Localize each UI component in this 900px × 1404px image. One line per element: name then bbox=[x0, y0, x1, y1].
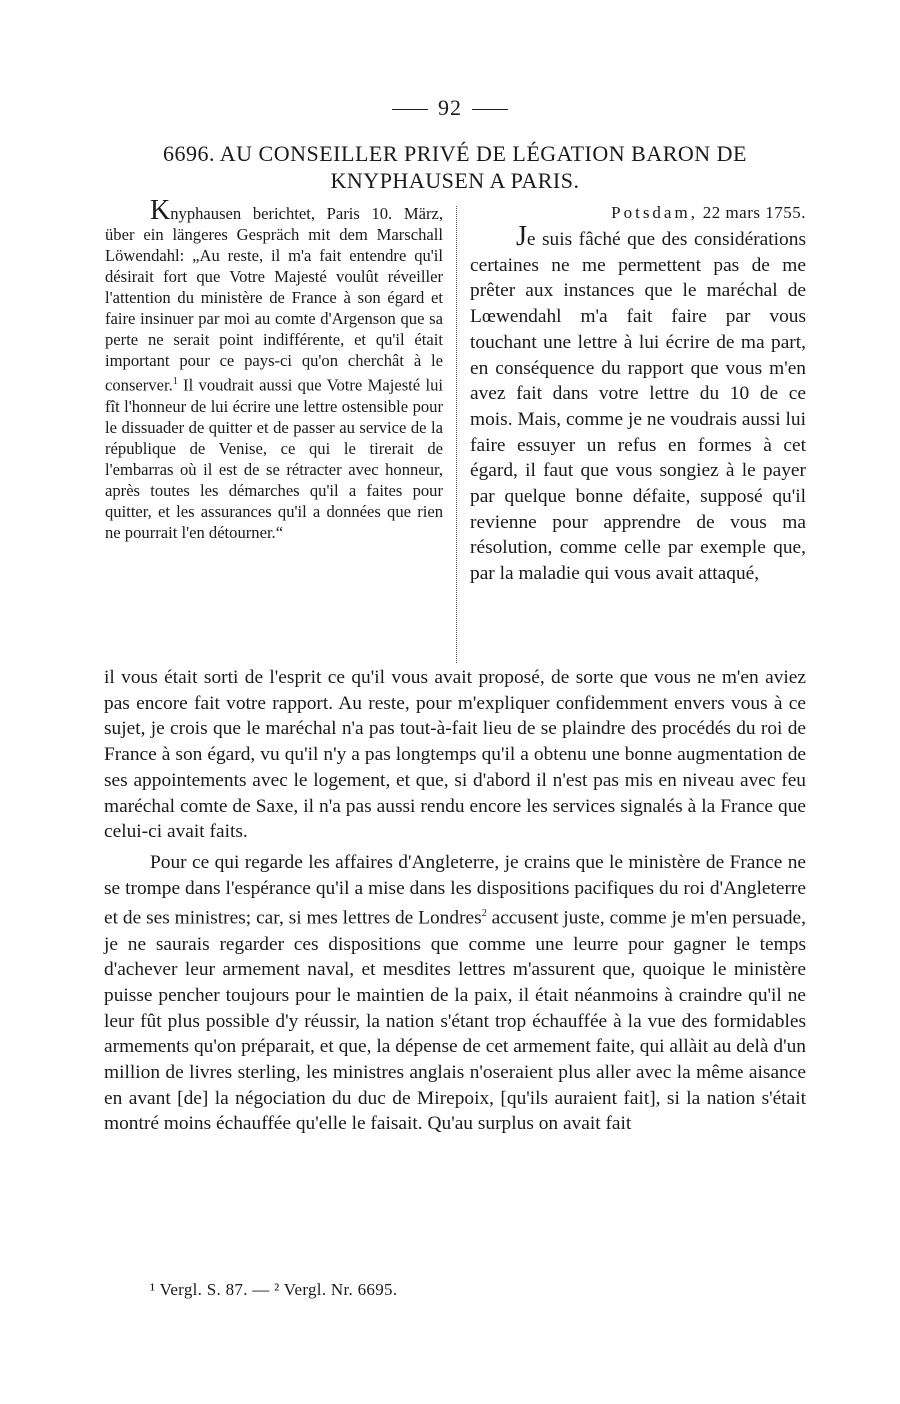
summary-initial: K bbox=[150, 195, 171, 226]
left-dash bbox=[392, 109, 428, 110]
letter-initial: J bbox=[516, 221, 527, 252]
place-date bbox=[470, 203, 806, 223]
place: Potsdam, bbox=[611, 203, 698, 222]
report-summary bbox=[105, 195, 443, 543]
summary-text: nyphausen berichtet, Paris 10. März, über ein längeres Gespräch mit dem Marschall Löwendahl: „Au reste, il m'a fait entendre qu'il désirait fort que Votre Majesté voulût réveiller l'attention du ministère de France à son égard et faire insinuer par moi au comte d'Argenson que sa perte ne serait point indifférente, et qu'il était important pour ce pays-ci qu'on cherchât à le conserver. bbox=[105, 204, 443, 395]
column-divider bbox=[456, 206, 457, 663]
document-title bbox=[100, 140, 810, 194]
title-line-2: KNYPHAUSEN A PARIS. bbox=[330, 168, 580, 193]
summary-text-after: Il voudrait aussi que Votre Majesté lui fît l'honneur de lui écrire une lettre ostensible pour le dissuader de quitter et de passer au service de la république de Venise, ce qui le tirerait de l'embarras où il est de se rétracter avec honneur, après toutes les démarches qu'il a faites pour quitter, et les assurances qu'il a données que rien ne pourrait l'en détourner.“ bbox=[105, 375, 443, 542]
page-number-value: 92 bbox=[438, 95, 462, 120]
footnotes: ¹ Vergl. S. 87. — ² Vergl. Nr. 6695. bbox=[150, 1280, 398, 1299]
letter-column-text bbox=[470, 221, 806, 587]
letter-body bbox=[104, 665, 806, 1137]
letter-paragraph-1: il vous était sorti de l'esprit ce qu'il vous avait proposé, de sorte que vous ne m'en aviez pas encore fait votre rapport. Au reste, pour m'expliquer confidemment envers vous à ce sujet, je crois que le maréchal n'a pas tout-à-fait lieu de se plaindre des procédés du roi de France à son égard, vu qu'il n'y a pas longtemps qu'il a obtenu une bonne augmentation de ses appointements avec le logement, et que, si d'abord il n'est pas mis en niveau avec feu maréchal comte de Saxe, il n'a pas aussi rendu encore les services signalés à la France que celui-ci avait faits. bbox=[104, 667, 806, 843]
paragraph-2-before: Pour ce qui regarde les affaires d'Angleterre, je crains que le ministère de France ne se trompe dans l'espérance qu'il a mise dans les dispositions pacifiques du roi d'Angleterre et de ses ministres; car, si mes lettres de Londres bbox=[104, 851, 806, 929]
footnote-ref-1: 1 bbox=[172, 376, 178, 387]
paragraph-2-after: accusent juste, comme je m'en persuade, je ne saurais regarder ces dispositions que comme une leurre pour gagner le temps d'achever leur armement naval, et mesdites lettres m'assurent que, quoique le ministère puisse pencher toujours pour le maintien de la paix, il était néanmoins à craindre qu'il ne leur fût plus possible d'y réussir, la nation s'étant trop échauffée à la vue des formidables armements qu'on préparait, et que, la dépense de cet armement faite, qui allàit au delà d'un million de livres sterling, les ministres anglais n'oseraient plus aller avec la même aisance en avant [de] la négociation du duc de Mirepoix, [qu'ils auraient fait], si la nation s'était montré moins échauffée qu'elle le faisait. Qu'au surplus on avait fait bbox=[104, 907, 806, 1135]
title-line-1: 6696. AU CONSEILLER PRIVÉ DE LÉGATION BARON DE bbox=[163, 141, 747, 166]
date: 22 mars 1755. bbox=[697, 203, 806, 222]
letter-column-body: e suis fâché que des considérations certaines ne me permettent pas de me prêter aux instances que le maréchal de Lœwendahl m'a fait faire par vous touchant une lettre à lui écrire de ma part, en conséquence du rapport que vous m'en avez fait dans votre lettre du 10 de ce mois. Mais, comme je ne voudrais aussi lui faire essuyer un refus en formes à cet égard, il faut que vous songiez à le payer par quelque bonne défaite, supposé qu'il revienne pour apprendre de vous ma résolution, comme celle par exemple que, par la maladie qui vous avait attaqué, bbox=[470, 229, 806, 585]
letter-paragraph-2 bbox=[104, 850, 806, 1137]
page-number bbox=[0, 95, 900, 121]
right-dash bbox=[472, 109, 508, 110]
footnote-ref-2: 2 bbox=[481, 908, 487, 920]
